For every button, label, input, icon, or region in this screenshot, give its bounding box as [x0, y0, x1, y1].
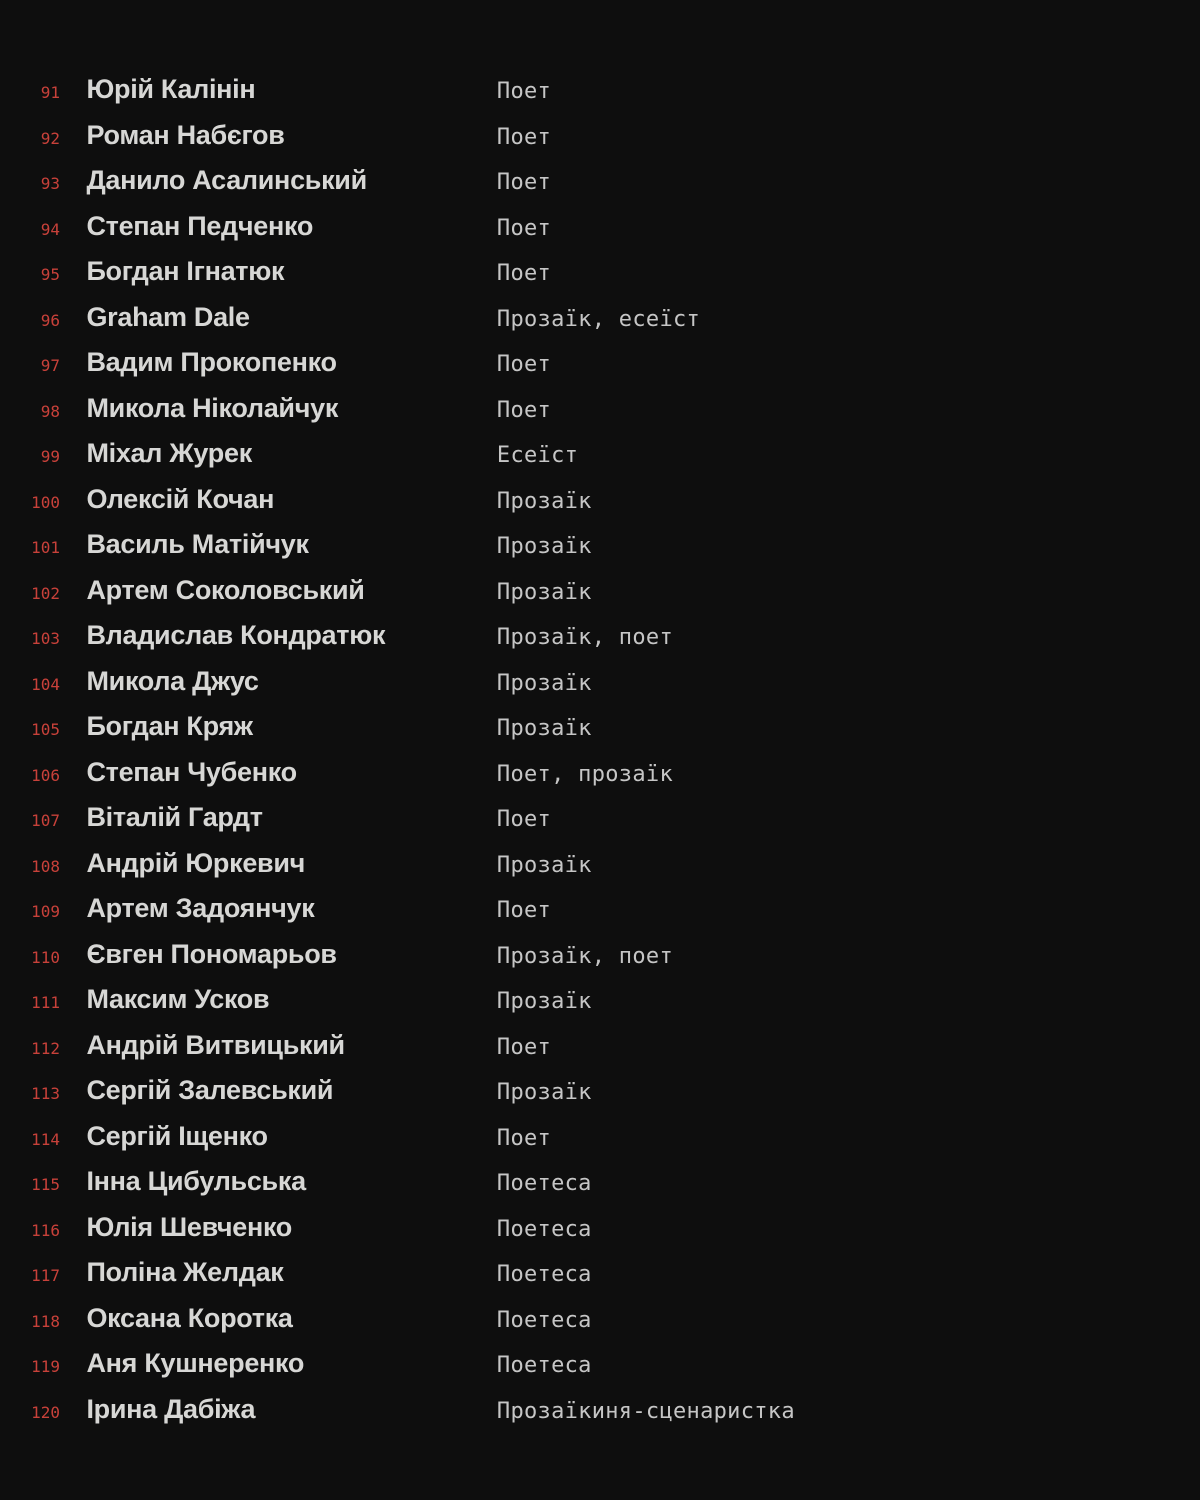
list-item	[0, 613, 1200, 659]
person-name: Владислав Кондратюк	[86, 620, 386, 650]
person-role: Поет	[496, 215, 552, 241]
entry-number: 109	[31, 902, 60, 921]
person-name: Микола Джус	[86, 665, 259, 696]
entry-number: 105	[31, 720, 60, 739]
person-name: Андрій Юркевич	[86, 847, 306, 878]
list-item	[0, 841, 1200, 887]
list-item	[0, 158, 1200, 204]
list-item	[0, 522, 1200, 568]
person-role: Поетеса	[496, 1353, 592, 1378]
person-name: Ірина Дабіжа	[86, 1393, 256, 1424]
entry-number: 99	[40, 447, 60, 466]
list-item	[0, 1250, 1200, 1296]
person-name: Віталій Гардт	[86, 802, 263, 832]
person-role: Поетеса	[496, 1171, 592, 1196]
person-name: Інна Цибульська	[86, 1166, 306, 1196]
entry-number: 104	[31, 674, 60, 694]
entry-number: 96	[40, 310, 60, 330]
person-name: Вадим Прокопенко	[86, 347, 337, 377]
list-item	[0, 295, 1200, 341]
person-name: Василь Матійчук	[86, 529, 309, 559]
person-role: Поет	[496, 79, 552, 104]
entry-number: 103	[31, 629, 60, 648]
entry-number: 100	[31, 492, 60, 512]
list-item	[0, 886, 1200, 932]
person-role: Поет	[496, 124, 552, 150]
entry-number: 97	[40, 356, 60, 375]
entry-number: 91	[40, 83, 60, 102]
person-role: Прозаїк	[496, 488, 592, 514]
list-item	[0, 1387, 1200, 1433]
entry-number: 94	[40, 219, 60, 239]
person-name: Євген Пономарьов	[86, 938, 337, 969]
person-name: Данило Асалинський	[86, 165, 367, 195]
entry-number: 115	[31, 1175, 60, 1194]
person-role: Поет	[496, 170, 552, 195]
list-item	[0, 477, 1200, 523]
person-role: Прозаїкиня-сценаристка	[496, 1398, 795, 1424]
list-item	[0, 795, 1200, 841]
list-item	[0, 750, 1200, 796]
list-item	[0, 1068, 1200, 1114]
person-role: Поет	[496, 352, 552, 377]
person-name: Степан Чубенко	[86, 756, 297, 787]
entry-number: 101	[31, 538, 60, 557]
person-name: Богдан Кряж	[86, 711, 253, 741]
entry-number: 116	[31, 1220, 60, 1240]
person-role: Поетеса	[496, 1307, 592, 1333]
person-role: Поет	[496, 807, 552, 832]
person-role: Поет	[496, 1125, 552, 1151]
entry-number: 107	[31, 811, 60, 830]
entry-number: 111	[31, 993, 60, 1012]
person-name: Артем Задоянчук	[86, 893, 315, 923]
person-role: Поет	[496, 898, 552, 923]
person-name: Микола Ніколайчук	[86, 392, 339, 423]
person-role: Прозаїк, поет	[496, 625, 673, 650]
entry-number: 93	[40, 174, 60, 193]
person-role: Прозаїк	[496, 670, 592, 696]
person-role: Прозаїк, есеїст	[496, 306, 701, 332]
entry-number: 95	[40, 265, 60, 284]
list-item	[0, 67, 1200, 113]
person-name: Степан Педченко	[86, 210, 314, 241]
entry-number: 113	[31, 1084, 60, 1103]
entry-number: 117	[31, 1266, 60, 1285]
list-item	[0, 204, 1200, 250]
person-role: Прозаїк	[496, 989, 592, 1014]
list-item	[0, 1205, 1200, 1251]
person-role: Поет	[496, 261, 552, 286]
person-role: Есеїст	[496, 443, 579, 468]
person-role: Поетеса	[496, 1216, 592, 1242]
entry-number: 106	[31, 765, 60, 785]
person-role: Прозаїк	[496, 579, 592, 605]
person-name: Сергій Залевський	[86, 1075, 334, 1105]
entry-number: 114	[31, 1129, 60, 1149]
person-role: Прозаїк	[496, 534, 592, 559]
list-item	[0, 1341, 1200, 1387]
person-name: Артем Соколовський	[86, 574, 365, 605]
person-role: Поетеса	[496, 1262, 592, 1287]
list-item	[0, 659, 1200, 705]
entry-number: 118	[31, 1311, 60, 1331]
list-item	[0, 386, 1200, 432]
person-role: Прозаїк, поет	[496, 943, 673, 969]
person-name: Юлія Шевченко	[86, 1211, 293, 1242]
list-item	[0, 340, 1200, 386]
person-name: Олексій Кочан	[86, 483, 275, 514]
entry-number: 98	[40, 401, 60, 421]
person-name: Богдан Ігнатюк	[86, 256, 285, 286]
person-name: Аня Кушнеренко	[86, 1348, 305, 1378]
person-name: Сергій Іщенко	[86, 1120, 268, 1151]
list-item	[0, 704, 1200, 750]
entry-number: 120	[31, 1402, 60, 1422]
entry-number: 108	[31, 856, 60, 876]
person-name: Юрій Калінін	[86, 74, 256, 104]
person-role: Прозаїк	[496, 1080, 592, 1105]
list-item	[0, 1114, 1200, 1160]
list-item	[0, 568, 1200, 614]
list-item	[0, 1023, 1200, 1069]
person-name: Роман Набєгов	[86, 119, 285, 150]
person-role: Поет	[496, 397, 552, 423]
entry-number: 92	[40, 128, 60, 148]
list-item	[0, 249, 1200, 295]
person-role: Поет, прозаїк	[496, 761, 673, 787]
person-name: Андрій Витвицький	[86, 1029, 345, 1060]
entry-number: 102	[31, 583, 60, 603]
entry-number: 110	[31, 947, 60, 967]
entry-number: 119	[31, 1357, 60, 1376]
person-role: Поет	[496, 1034, 552, 1060]
person-name: Оксана Коротка	[86, 1302, 293, 1333]
person-name: Міхал Журек	[86, 438, 252, 468]
list-item	[0, 977, 1200, 1023]
person-name: Graham Dale	[86, 301, 250, 332]
person-role: Прозаїк	[496, 716, 592, 741]
person-name: Максим Усков	[86, 984, 270, 1014]
person-role: Прозаїк	[496, 852, 592, 878]
list-item	[0, 431, 1200, 477]
list-item	[0, 1296, 1200, 1342]
list-item	[0, 113, 1200, 159]
list-item	[0, 1159, 1200, 1205]
person-name: Поліна Желдак	[86, 1257, 284, 1287]
list-item	[0, 932, 1200, 978]
entry-number: 112	[31, 1038, 60, 1058]
